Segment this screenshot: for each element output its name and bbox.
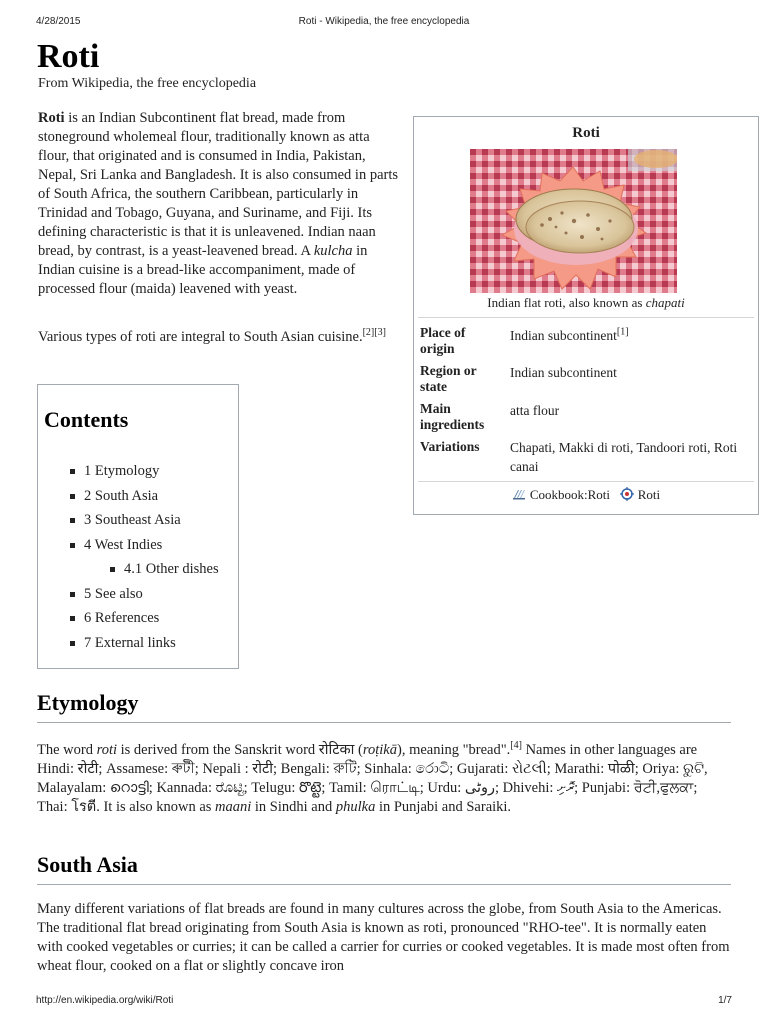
page-title: Roti xyxy=(37,38,100,75)
commons-link[interactable]: Roti xyxy=(637,487,661,502)
toc-item-see-also[interactable]: 5 See also xyxy=(68,582,238,607)
toc-list xyxy=(68,459,238,655)
toc-heading: Contents xyxy=(44,407,129,432)
south-asia-paragraph: Many different variations of flat breads are found in many cultures across the globe, from South Asia to the Americas. The traditional flat bread originating from South Asia is known as roti, pronounced "RHO-tee". It is normally eaten with cooked vegetables or curries; it can be called a carrier for curries or cooked vegetables. It is made most often from wheat flour, cooked on a flat or slightly concave iron xyxy=(37,901,730,974)
print-footer xyxy=(0,995,768,1009)
infobox-label-origin: Place of origin xyxy=(420,325,466,356)
roti-photo[interactable] xyxy=(470,149,677,293)
infobox-value-region[interactable]: Indian subcontinent xyxy=(510,365,617,380)
intro-bold-term: Roti xyxy=(38,110,65,126)
section-heading-south-asia: South Asia xyxy=(37,852,138,877)
toc-item-other-dishes[interactable]: 4.1 Other dishes xyxy=(68,557,238,582)
print-url: http://en.wikipedia.org/wiki/Roti xyxy=(36,995,174,1006)
wikibooks-icon xyxy=(512,487,526,501)
kulcha-link[interactable]: kulcha xyxy=(313,243,353,259)
infobox-value-origin: Indian subcontinent[1] xyxy=(510,326,629,343)
toc-item-references[interactable]: 6 References xyxy=(68,606,238,631)
commons-icon xyxy=(620,487,634,501)
infobox-label-variations: Variations xyxy=(420,439,480,454)
section-heading-etymology: Etymology xyxy=(37,690,139,715)
section-rule xyxy=(37,884,731,885)
toc-item-etymology[interactable]: 1 Etymology xyxy=(68,459,238,484)
toc-item-southeast-asia[interactable]: 3 Southeast Asia xyxy=(68,508,238,533)
toc-item-external-links[interactable]: 7 External links xyxy=(68,631,238,656)
infobox-links xyxy=(414,487,758,503)
infobox-value-variations[interactable]: Chapati, Makki di roti, Tandoori roti, Roti canai xyxy=(510,440,738,474)
infobox-label-region: Region or state xyxy=(420,363,477,394)
print-date: 4/28/2015 xyxy=(36,16,81,27)
infobox xyxy=(413,116,759,515)
infobox-caption: Indian flat roti, also known as chapati xyxy=(487,295,685,310)
ref-link[interactable]: [4] xyxy=(510,740,522,752)
toc-item-south-asia[interactable]: 2 South Asia xyxy=(68,484,238,509)
table-of-contents xyxy=(37,384,239,669)
section-rule xyxy=(37,722,731,723)
intro-paragraph: Roti is an Indian Subcontinent flat bread, made from stoneground wholemeal flour, traditionally known as atta flour, that originated and is consumed in India, Pakistan, Nepal, Sri Lanka and Bangladesh. It is also consumed in parts of South Africa, the southern Caribbean, particularly in Trinidad and Tobago, Guyana, and Suriname, and Fiji. Its defining characteristic is that it is unleavened. Indian naan bread, by contrast, is a yeast-leavened bread. A kulcha in Indian cuisine is a bread-like accompaniment, made of processed flour (maida) leavened with yeast. xyxy=(38,110,399,297)
ref-link[interactable]: [2][3] xyxy=(362,327,386,339)
infobox-divider xyxy=(418,317,754,318)
intro-paragraph-2: Various types of roti are integral to South Asian cuisine.[2][3] xyxy=(38,327,386,345)
print-page-title: Roti - Wikipedia, the free encyclopedia xyxy=(298,16,470,27)
etymology-paragraph: The word roti is derived from the Sanskrit word रोटिका (roṭikā), meaning "bread".[4] Names in other languages are Hindi: रोटी; Assamese: ৰুটী; Nepali : रोटी; Bengali: রুটি; Sinhala: රොටි; Gujarati: રોટલી; Marathi: पोळी; Oriya: ରୁଟି, Malayalam: റൊട്ടി; Kannada: ರೊಟ್ಟಿ; Telugu: రొట్టె; Tamil: ரொட்டி; Urdu: روٹی; Dhivehi: ރޮށި; Punjabi: ਰੋਟੀ,ਫੁਲਕਾ; Thai: โรตี. It is also known as maani in Sindhi and phulka in Punjabi and Saraiki. xyxy=(37,740,708,815)
infobox-value-ingredients[interactable]: atta flour xyxy=(510,403,560,418)
infobox-title: Roti xyxy=(572,125,600,141)
cookbook-link[interactable]: Cookbook:Roti xyxy=(529,487,611,502)
print-header xyxy=(0,16,768,30)
infobox-label-ingredients: Main ingredients xyxy=(420,401,485,432)
toc-item-west-indies[interactable]: 4 West Indies xyxy=(68,533,238,558)
infobox-divider xyxy=(418,481,754,482)
print-page-number: 1/7 xyxy=(718,995,732,1006)
site-tagline: From Wikipedia, the free encyclopedia xyxy=(38,76,257,91)
